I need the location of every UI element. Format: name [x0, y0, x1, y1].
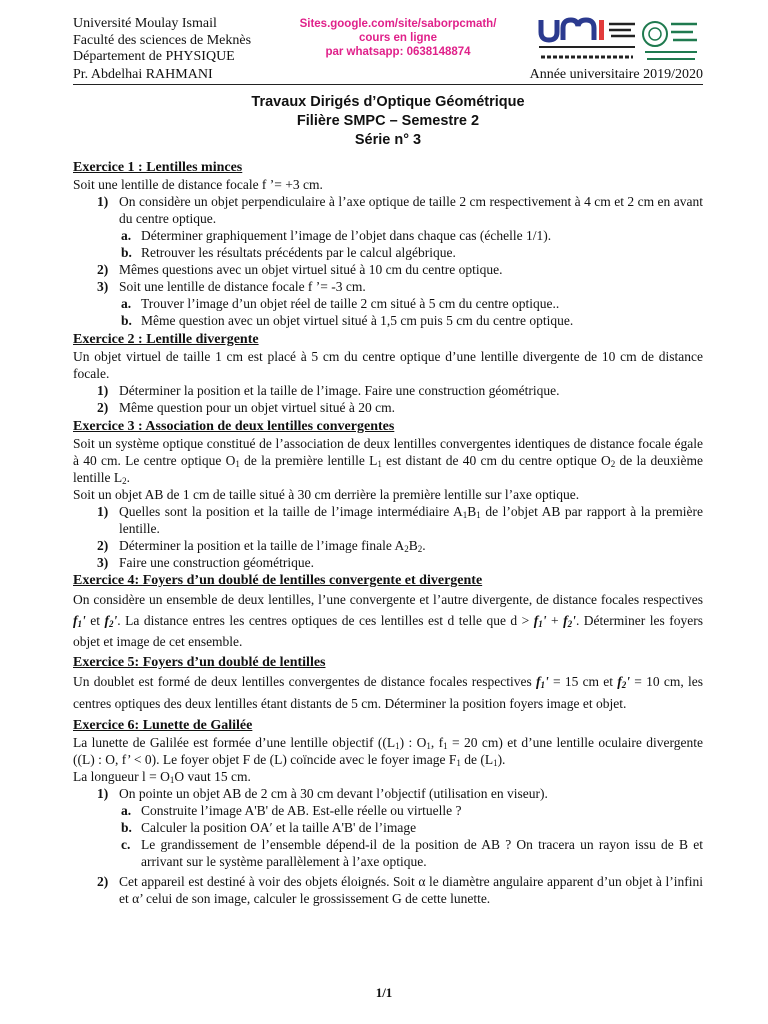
question-text: Quelles sont la position et la taille de l’image intermédiaire $A_1B_1$ de l’objet AB par rapport à la première lentille. [119, 504, 704, 536]
exercise-3-intro-2: Soit un objet AB de 1 cm de taille situé à 30 cm derrière la première lentille sur l’axe optique. [73, 487, 580, 502]
title-line: Série n° 3 [354, 132, 422, 148]
sub-question-text: Construite l’image A'B' de AB. Est-elle réelle ou virtuelle ? [141, 803, 462, 818]
title-line: Filière SMPC – Semestre 2 [296, 113, 480, 129]
sub-question [121, 802, 703, 819]
exercise-4-text: On considère un ensemble de deux lentilles, l’une convergente et l’autre divergente, de distance focales respectives $f_1'$ et $f_2'$. La distance entres les centres optiques de ces lentilles est d telle que $d > f_1' + f_2'$. Déterminer les foyers objet et image de cet ensemble. [73, 592, 703, 649]
exercise-5-text: Un doublet est formé de deux lentilles convergentes de distance focales respectives $f_1' = 15$ cm et $f_2' = 10$ cm, les centres optiques des deux lentilles étant distants de 5 cm. Déterminer la position foyers image et objet. [73, 674, 703, 711]
question-text: Mêmes questions avec un objet virtuel situé à 10 cm du centre optique. [119, 262, 503, 277]
sub-question-text: Même question avec un objet virtuel situé à 1,5 cm puis 5 cm du centre optique. [141, 313, 574, 328]
question [97, 382, 703, 399]
institution-line: Université Moulay Ismail [73, 16, 217, 31]
exercise-6-title: Exercice 6: Lunette de Galilée [73, 718, 253, 733]
question [97, 278, 703, 295]
author-name: Pr. Abdelhai RAHMANI [73, 67, 213, 82]
focal-symbol: $f_1'$ [73, 613, 86, 629]
exercise-3-intro: Soit un système optique constitué de l’association de deux lentilles convergentes identiques de distance focale égale à 40 cm. Le centre optique $O_1$ de la première lentille $L_1$ est distant de 40 cm du centre optique $O_2$ de la deuxième lentille $L_2$. [73, 436, 704, 486]
question-number: 1) [97, 194, 109, 209]
sub-question-letter: b. [121, 820, 132, 835]
institution-block [73, 16, 251, 66]
question-text: Déterminer la position et la taille de l’image. Faire une construction géométrique. [119, 383, 560, 398]
exercise-1-title: Exercice 1 : Lentilles minces [73, 160, 243, 175]
question-number: 1) [97, 383, 109, 398]
question [97, 193, 703, 227]
question-text: On pointe un objet AB de 2 cm à 30 cm devant l’objectif (utilisation en viseur). [119, 786, 548, 801]
focal-symbol: $f_1'$ [535, 674, 549, 690]
academic-year: Année universitaire 2019/2020 [529, 67, 703, 82]
promo-line: Sites.google.com/site/saborpcmath/ [299, 18, 497, 30]
title-line: Travaux Dirigés d’Optique Géométrique [251, 94, 525, 110]
promo-line: par whatsapp: 0638148874 [325, 46, 471, 58]
exercise-6-intro: La lunette de Galilée est formée d’une lentille objectif ($(L_1)$ : $O_1$, $f_1 = 20$ cm) et d’une lentille oculaire divergente ((L) : O, f’ < 0). Le foyer objet F de (L) coïncide avec le foyer image $F_1$ de $(L_1)$. [73, 735, 703, 768]
focal-symbol: $f_2'$ [563, 613, 576, 629]
institution-line: Département de PHYSIQUE [73, 49, 235, 64]
question-text: Même question pour un objet virtuel situé à 20 cm. [119, 400, 395, 415]
question-number: 2) [97, 538, 109, 553]
exercise-2-intro: Un objet virtuel de taille 1 cm est placé à 5 cm du centre optique d’une lentille divergente de 10 cm de distance focale. [73, 349, 703, 381]
page-number: 1/1 [375, 985, 393, 1000]
question [97, 873, 703, 907]
umi-logo-icon [535, 14, 639, 66]
question-number: 3) [97, 279, 109, 294]
sub-question-letter: a. [121, 803, 132, 818]
sub-question-letter: b. [121, 313, 132, 328]
author-row [73, 67, 703, 83]
exercise-5-title: Exercice 5: Foyers d’un doublé de lentilles [73, 655, 326, 670]
exercise-4-title: Exercice 4: Foyers d’un doublé de lentilles convergente et divergente [73, 573, 483, 588]
sub-question [121, 244, 703, 261]
question-number: 2) [97, 400, 109, 415]
question-text: Soit une lentille de distance focale f ’= -3 cm. [119, 279, 366, 294]
focal-symbol: $f_2'$ [617, 674, 631, 690]
exercise-6-intro-2: La longueur $l = O_1O$ vaut 15 cm. [73, 769, 251, 785]
question-text: On considère un objet perpendiculaire à l’axe optique de taille 2 cm respectivement à 4 cm et 2 cm en avant du centre optique. [119, 194, 703, 226]
question-number: 1) [97, 504, 109, 519]
question-text: Déterminer la position et la taille de l’image finale $A_2B_2$. [119, 538, 426, 554]
focal-symbol: $f_1'$ [533, 613, 547, 629]
question-number: 2) [97, 874, 109, 889]
exercise-2-title: Exercice 2 : Lentille divergente [73, 332, 259, 347]
question [97, 503, 703, 537]
question-number: 3) [97, 555, 109, 570]
sub-question [121, 312, 703, 329]
sub-question [121, 227, 703, 244]
header-divider [73, 84, 703, 85]
sub-question-text: Le grandissement de l’ensemble dépend-il de la position de AB ? On tracera un rayon issu de B et arrivant sur le système parallèlement à l’axe optique. [141, 837, 703, 869]
sub-question-letter: b. [121, 245, 132, 260]
question [97, 261, 703, 278]
faculty-logo-icon [641, 14, 701, 66]
question-text: Cet appareil est destiné à voir des objets éloignés. Soit α le diamètre angulaire apparent d’un objet à l’infini et α’ celui de son image, calculer le grossissement G de cette lunette. [119, 874, 703, 906]
question [97, 785, 703, 802]
sub-question [121, 295, 703, 312]
sub-question [121, 819, 703, 836]
question [97, 554, 703, 571]
focal-symbol: $f_2'$ [104, 613, 118, 629]
exercise-1-intro: Soit une lentille de distance focale f ’= +3 cm. [73, 177, 323, 192]
exercise-body [73, 158, 703, 907]
institution-line: Faculté des sciences de Meknès [73, 32, 252, 48]
question [97, 537, 703, 554]
promo-line: cours en ligne [359, 32, 437, 44]
sub-question-text: Trouver l’image d’un objet réel de taille 2 cm situé à 5 cm du centre optique.. [141, 296, 560, 311]
question-number: 2) [97, 262, 109, 277]
sub-question-text: Calculer la position OA′ et la taille A'B' de l’image [141, 820, 417, 835]
sub-question-letter: c. [121, 837, 131, 852]
promo-block [278, 17, 518, 59]
document-titles [73, 93, 703, 150]
sub-question-letter: a. [121, 296, 132, 311]
sub-question-letter: a. [121, 228, 132, 243]
sub-question-text: Retrouver les résultats précédents par le calcul algébrique. [141, 245, 456, 260]
question [97, 399, 703, 416]
question-number: 1) [97, 786, 109, 801]
sub-question [121, 836, 703, 870]
question-text: Faire une construction géométrique. [119, 555, 314, 570]
sub-question-text: Déterminer graphiquement l’image de l’objet dans chaque cas (échelle 1/1). [141, 228, 552, 243]
exercise-3-title: Exercice 3 : Association de deux lentilles convergentes [73, 419, 395, 434]
